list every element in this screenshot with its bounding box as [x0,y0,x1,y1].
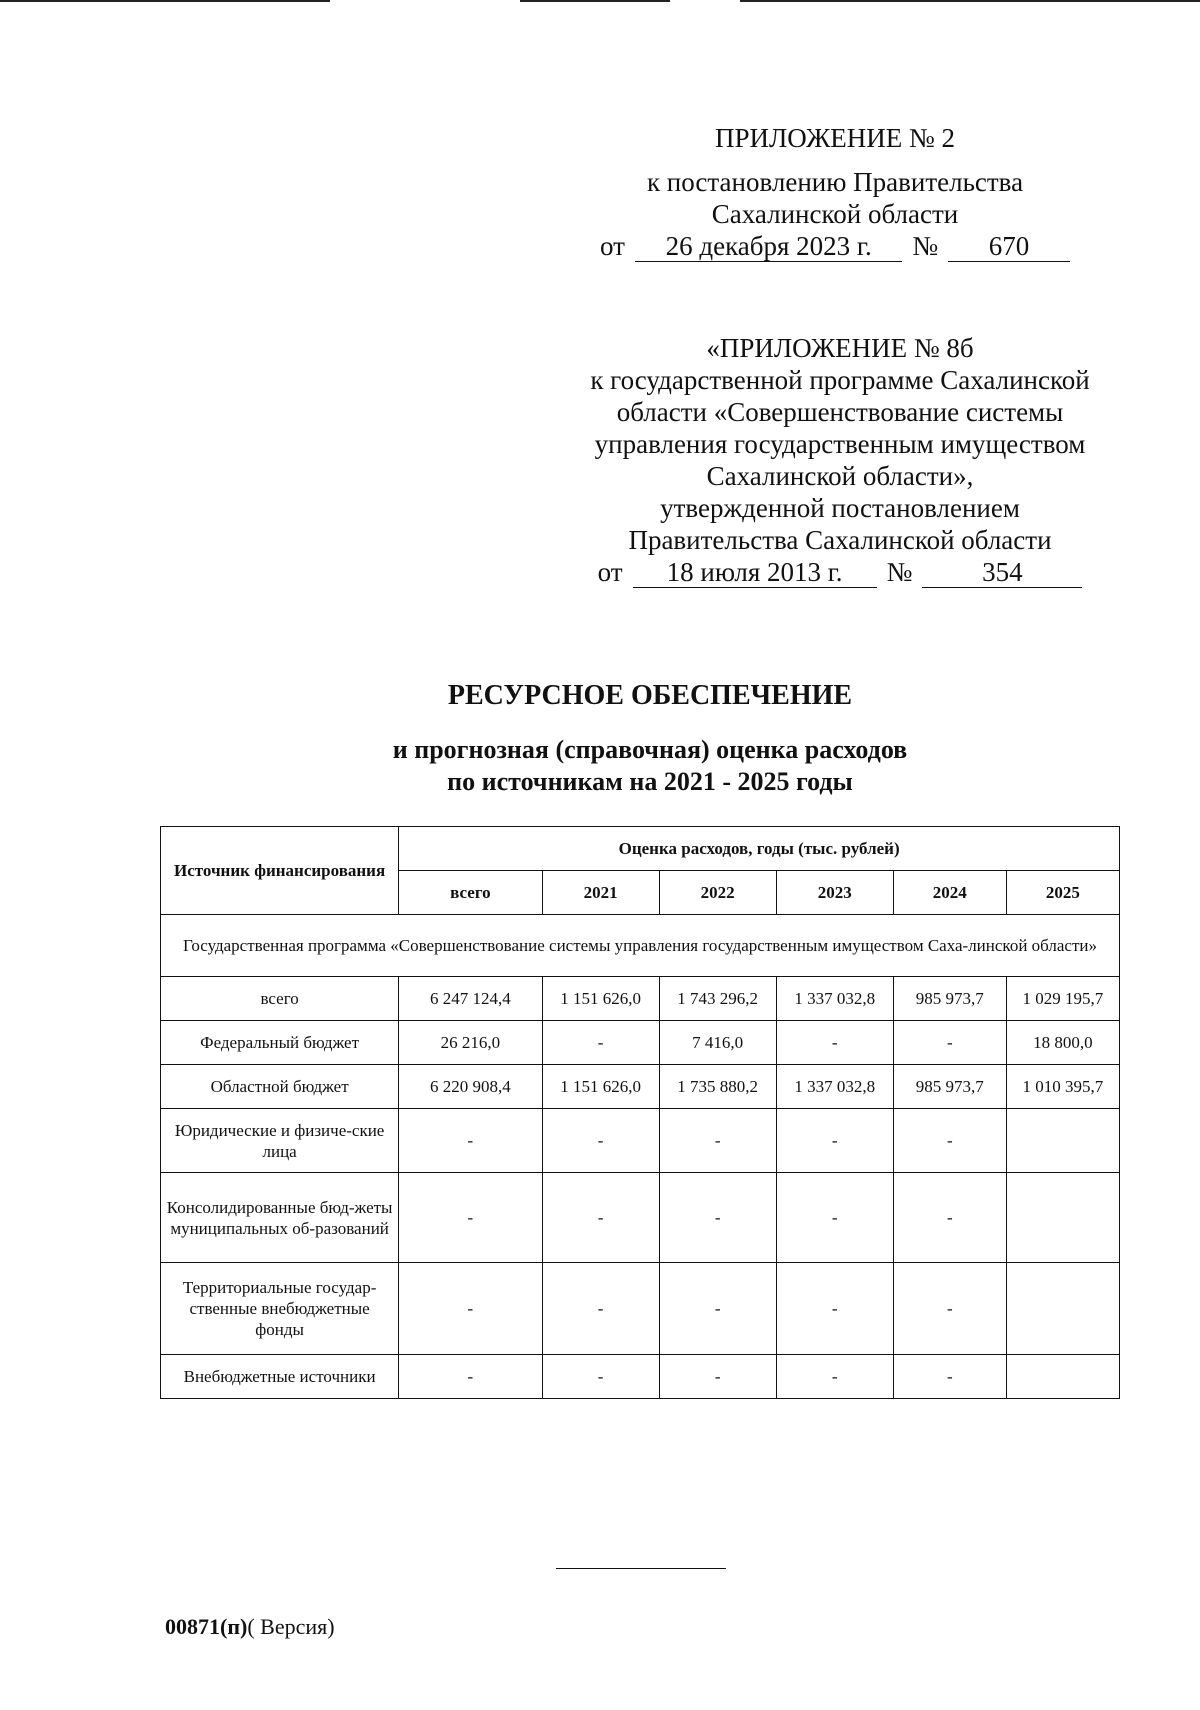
appendix-8b-block [560,332,1120,588]
table-row [161,1355,1120,1399]
cell-value: - [776,1355,893,1399]
cell-value: 1 743 296,2 [659,977,776,1021]
appendix-2-title: ПРИЛОЖЕНИЕ № 2 [714,123,956,153]
cell-value: - [542,1355,659,1399]
document-code [165,1614,335,1640]
cell-value: 1 337 032,8 [776,977,893,1021]
appendix-8b-date-line [560,556,1120,588]
subheading-line: и прогнозная (справочная) оценка расходов [392,735,908,764]
row-label: Юридические и физиче-ские лица [161,1109,399,1173]
cell-value: - [399,1355,542,1399]
cell-value: 6 220 908,4 [399,1065,542,1109]
cell-value: 985 973,7 [893,977,1006,1021]
row-label: Консолидированные бюд-жеты муниципальных об-разований [161,1173,399,1263]
cell-value: - [399,1173,542,1263]
cell-value: - [659,1263,776,1355]
cell-value: 1 337 032,8 [776,1065,893,1109]
col-header-2021: 2021 [542,871,659,915]
cell-value: - [893,1021,1006,1065]
scan-edge-line [740,0,1200,2]
table-row [161,977,1120,1021]
cell-value: 985 973,7 [893,1065,1006,1109]
cell-value: 1 029 195,7 [1006,977,1119,1021]
document-code-number: 00871(п) [165,1614,248,1639]
cell-value [1006,1173,1119,1263]
col-header-2025: 2025 [1006,871,1119,915]
source-header: Источник финансирования [161,827,399,915]
appendix-8b-title: «ПРИЛОЖЕНИЕ № 8б [706,333,974,363]
cell-value: - [659,1355,776,1399]
table-row [161,1109,1120,1173]
col-header-total: всего [399,871,542,915]
col-header-2022: 2022 [659,871,776,915]
cell-value: - [776,1021,893,1065]
table-row [161,1021,1120,1065]
appendix-2-date-line [600,230,1070,262]
cell-value: - [659,1109,776,1173]
appendix-8b-line: Сахалинской области», [706,461,974,491]
cell-value: - [893,1263,1006,1355]
appendix-8b-line: области «Совершенствование системы [616,397,1064,427]
row-label: Федеральный бюджет [161,1021,399,1065]
scan-edge-line [520,0,670,2]
cell-value: 6 247 124,4 [399,977,542,1021]
decree-number: 670 [948,231,1070,262]
number-sign: № [912,231,939,261]
col-header-2023: 2023 [776,871,893,915]
cell-value: - [776,1109,893,1173]
program-date: 18 июля 2013 г. [633,557,877,588]
table-row [161,1263,1120,1355]
cell-value: - [542,1021,659,1065]
cell-value: 7 416,0 [659,1021,776,1065]
table-row [161,1173,1120,1263]
row-label: Внебюджетные источники [161,1355,399,1399]
appendix-8b-line: Правительства Сахалинской области [628,525,1052,555]
from-label: от [597,557,623,587]
row-label: Областной бюджет [161,1065,399,1109]
document-subheading [250,734,1050,798]
document-heading: РЕСУРСНОЕ ОБЕСПЕЧЕНИЕ [447,680,853,711]
resource-table [160,826,1120,1399]
table-row [161,1065,1120,1109]
program-row: Государственная программа «Совершенствование системы управления государственным имуществом Саха-линской области» [161,915,1120,977]
expense-group-header: Оценка расходов, годы (тыс. рублей) [399,827,1120,871]
cell-value [1006,1355,1119,1399]
cell-value: 1 735 880,2 [659,1065,776,1109]
cell-value: - [542,1263,659,1355]
document-version: ( Версия) [247,1614,335,1639]
from-label: от [600,231,625,261]
cell-value: - [399,1263,542,1355]
number-sign: № [886,557,913,587]
appendix-8b-line: к государственной программе Сахалинской [590,365,1090,395]
cell-value: - [542,1109,659,1173]
closing-divider [556,1568,726,1569]
appendix-8b-line: утвержденной постановлением [660,493,1020,523]
cell-value [1006,1263,1119,1355]
cell-value: 26 216,0 [399,1021,542,1065]
cell-value: 1 151 626,0 [542,1065,659,1109]
appendix-2-block [600,122,1070,262]
appendix-2-line: к постановлению Правительства [646,167,1024,197]
cell-value: 1 010 395,7 [1006,1065,1119,1109]
row-label: Территориальные государ-ственные внебюджетные фонды [161,1263,399,1355]
program-number: 354 [922,557,1082,588]
cell-value: 18 800,0 [1006,1021,1119,1065]
subheading-line: по источникам на 2021 - 2025 годы [447,767,853,796]
cell-value [1006,1109,1119,1173]
decree-date: 26 декабря 2023 г. [635,231,902,262]
cell-value: 1 151 626,0 [542,977,659,1021]
cell-value: - [776,1173,893,1263]
cell-value: - [893,1173,1006,1263]
appendix-2-line: Сахалинской области [711,199,959,229]
cell-value: - [776,1263,893,1355]
cell-value: - [399,1109,542,1173]
cell-value: - [659,1173,776,1263]
scan-edge-line [0,0,330,2]
cell-value: - [893,1109,1006,1173]
row-label: всего [161,977,399,1021]
col-header-2024: 2024 [893,871,1006,915]
cell-value: - [893,1355,1006,1399]
cell-value: - [542,1173,659,1263]
appendix-8b-line: управления государственным имуществом [594,429,1086,459]
